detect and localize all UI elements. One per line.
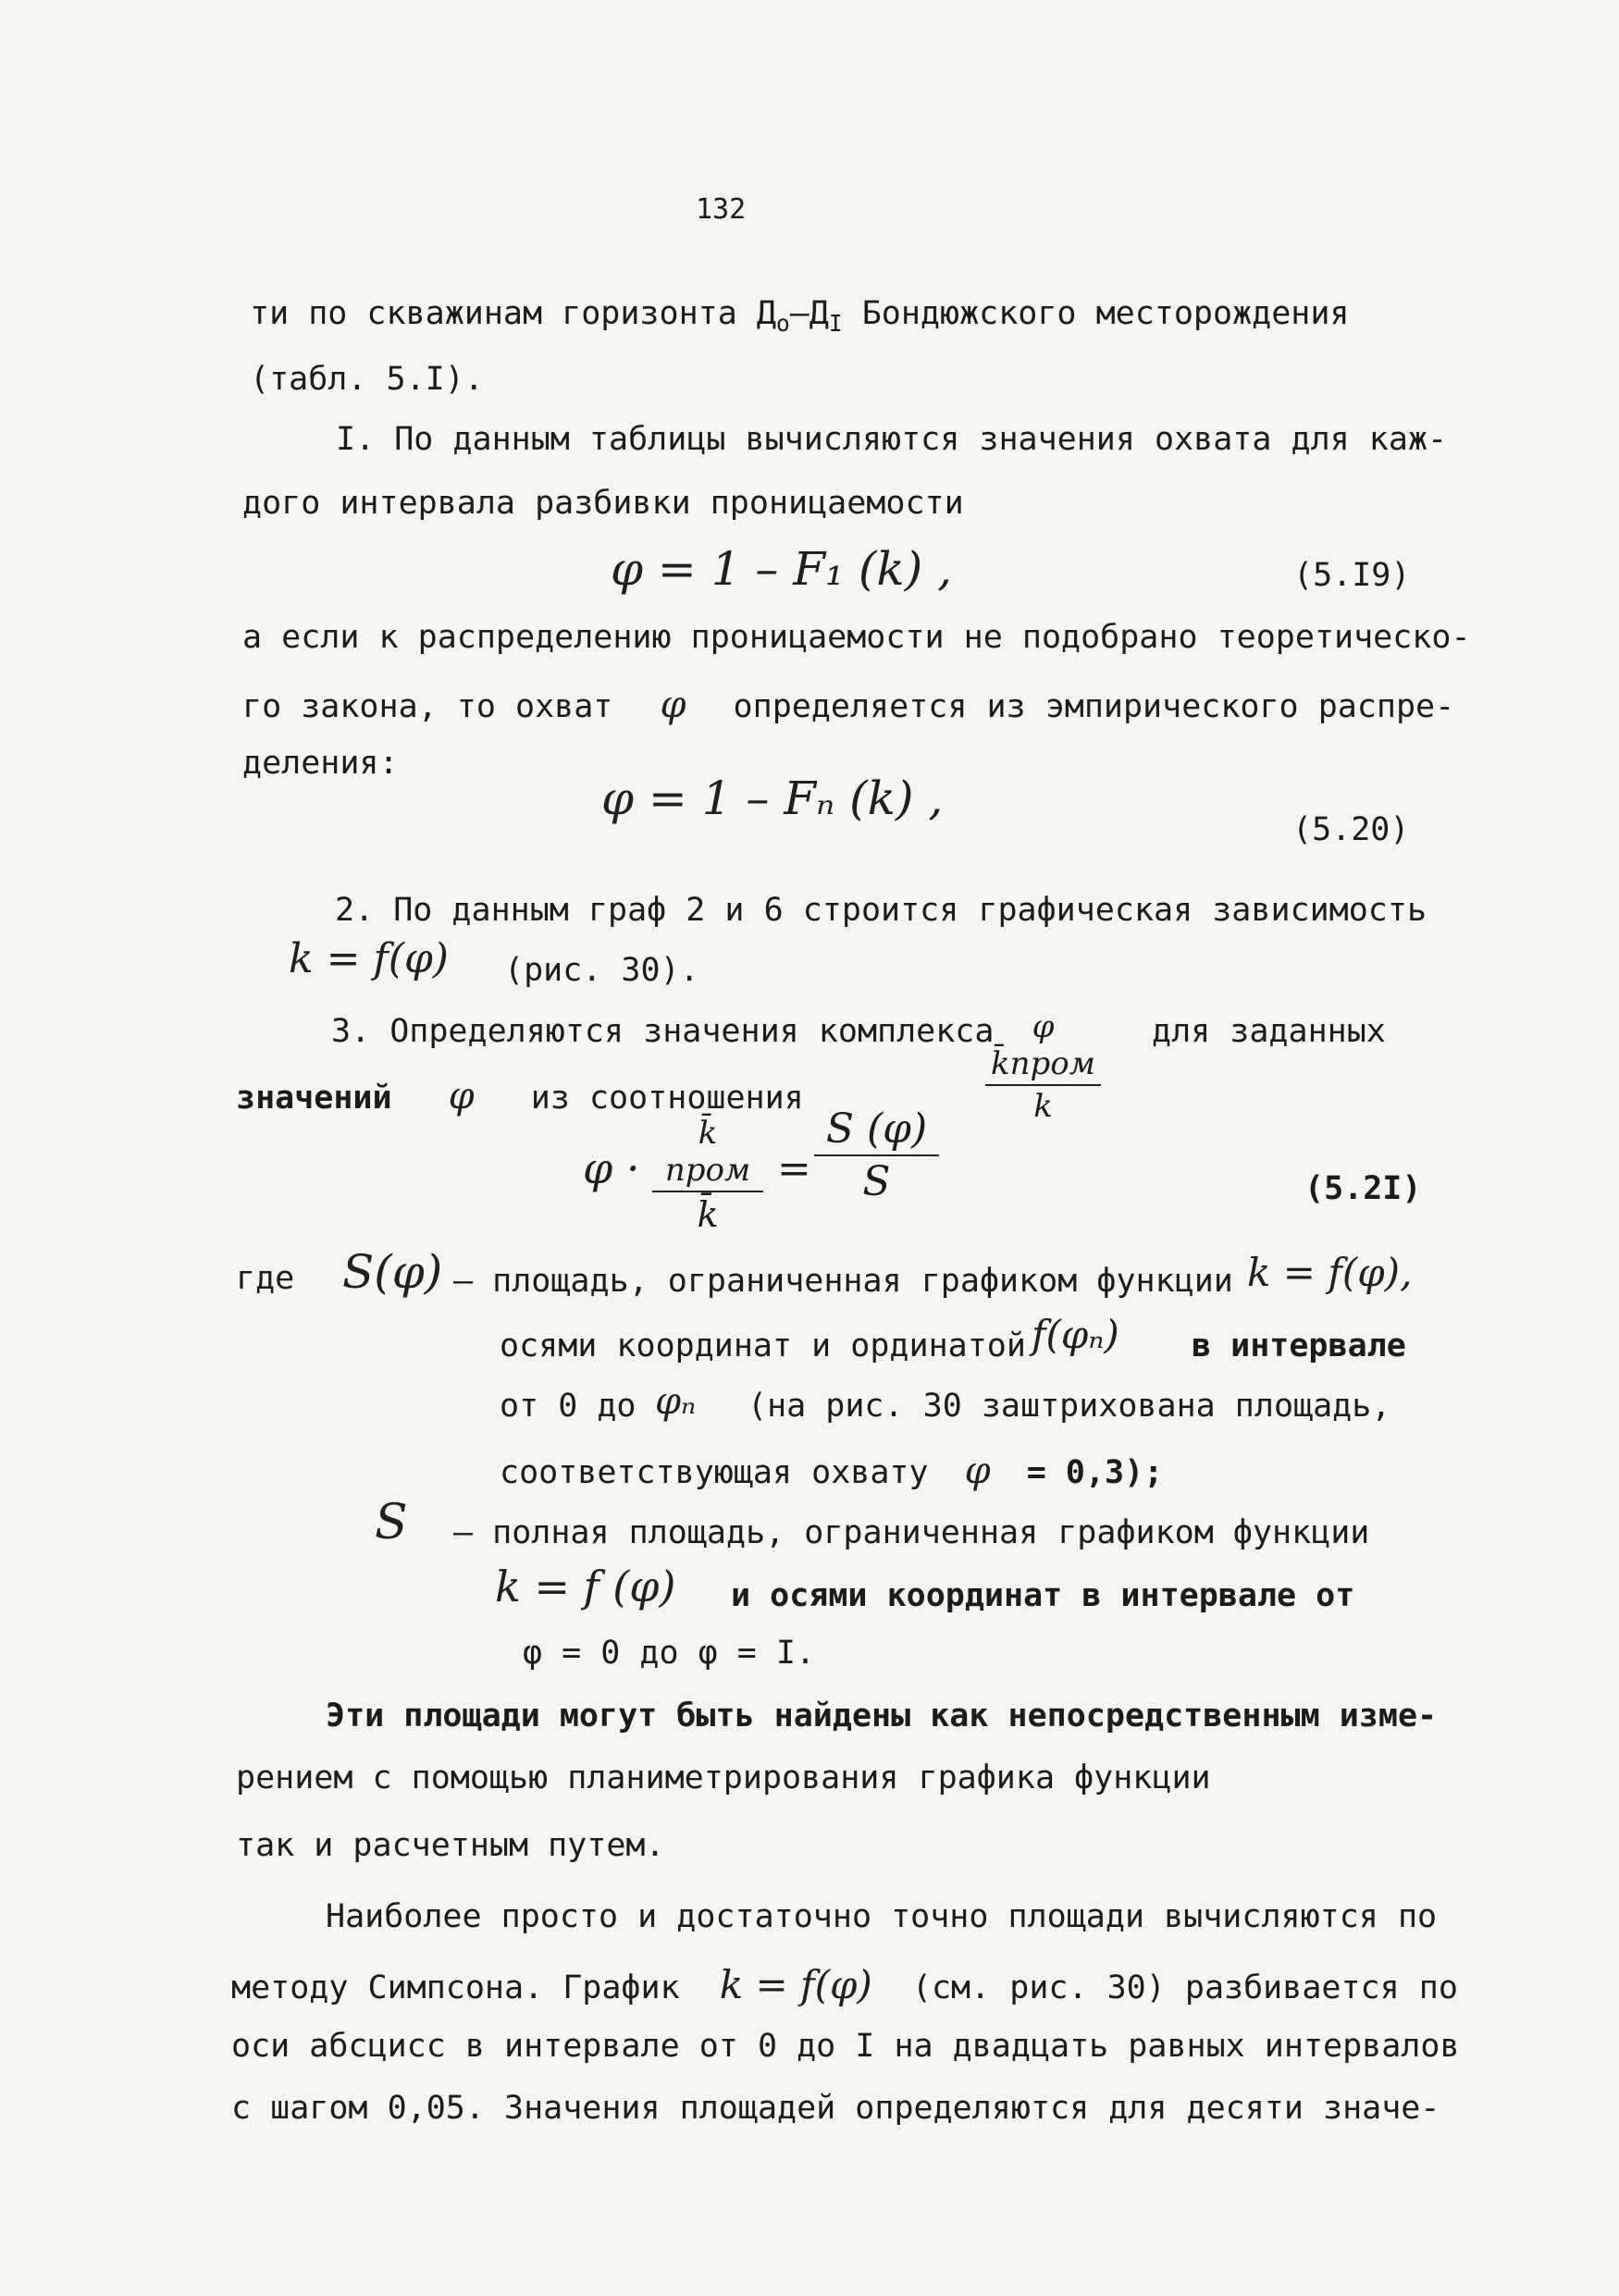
text-line: и осями координат в интервале от — [731, 1577, 1355, 1614]
equation-number: (5.I9) — [1293, 557, 1411, 594]
equation-5-20: φ = 1 – Fₙ (k) , — [601, 772, 944, 825]
fraction-rhs — [814, 1105, 939, 1205]
fraction-numerator: k̄ пром — [664, 1115, 751, 1189]
fraction-bar — [985, 1084, 1101, 1086]
formula-k-f-phi: k = f(φ) — [289, 935, 449, 982]
formula-phi-n: φₙ — [655, 1380, 697, 1423]
text-fragment: определяется из эмпирического распре- — [733, 688, 1455, 725]
fraction-denominator: S — [862, 1158, 891, 1205]
page-number: 132 — [696, 193, 747, 226]
fraction-numerator: φ k̄пром — [991, 1008, 1095, 1082]
text-line: – полная площадь, ограниченная графиком функции — [453, 1514, 1370, 1551]
text-fragment: методу Симпсона. График — [231, 1969, 680, 2006]
formula-k-f-phi: k = f(φ), — [1247, 1250, 1413, 1295]
text-line: а если к распределению проницаемости не подобрано теоретическо- — [242, 619, 1471, 656]
equation-number: (5.2I) — [1304, 1170, 1422, 1207]
where-label: где — [236, 1260, 295, 1297]
text-line: с шагом 0,05. Значения площадей определяются для десяти значе- — [231, 2090, 1440, 2127]
symbol-s: S — [375, 1495, 408, 1550]
text-line: 2. По данным граф 2 и 6 строится графическая зависимость — [335, 892, 1427, 929]
text-line: (табл. 5.I). — [250, 361, 484, 398]
fraction-bar — [814, 1154, 939, 1156]
text-line: осями координат и ординатой — [500, 1327, 1026, 1364]
text-line: (на рис. 30 заштрихована площадь, — [748, 1388, 1391, 1425]
text-line: от 0 до — [500, 1388, 636, 1425]
subscript: о — [775, 310, 790, 337]
symbol-s-phi: S(φ) — [342, 1245, 443, 1299]
formula-k-f-phi: k = f(φ) — [719, 1962, 872, 2007]
phi-symbol: φ — [448, 1075, 475, 1117]
text-fragment: значений — [236, 1080, 392, 1117]
equation-5-19: φ = 1 – F₁ (k) , — [611, 542, 953, 596]
fraction-numerator: S (φ) — [825, 1105, 928, 1153]
phi-symbol: φ — [964, 1450, 991, 1492]
text-line: дого интервала разбивки проницаемости — [242, 485, 964, 522]
fraction-bar — [652, 1191, 763, 1192]
text-fragment: соответствующая охвату — [500, 1454, 929, 1491]
text-line: рением с помощью планиметрирования графика функции — [236, 1759, 1211, 1796]
text-line: так и расчетным путем. — [236, 1827, 665, 1864]
text-line: – площадь, ограниченная графиком функции — [453, 1263, 1233, 1300]
text-line: деления: — [242, 745, 399, 782]
text-line: φ = 0 до φ = I. — [523, 1635, 816, 1672]
formula-f-phi-n: f(φₙ) — [1032, 1312, 1119, 1357]
formula-k-f-phi: k = f (φ) — [495, 1562, 676, 1611]
text-fragment: из соотношения — [530, 1080, 804, 1117]
text-line: Эти площади могут быть найдены как непосредственным изме- — [326, 1697, 1438, 1734]
text-fragment: (см. рис. 30) разбивается по — [911, 1969, 1458, 2006]
text-fragment: Бондюжского месторождения — [842, 295, 1350, 332]
text-line — [250, 295, 1350, 337]
text-line: 3. Определяются значения комплекса — [331, 1013, 995, 1050]
text-fragment: го закона, то охват — [242, 688, 613, 725]
complex-fraction — [985, 1008, 1101, 1125]
fraction-lhs — [652, 1115, 763, 1235]
equation-number: (5.20) — [1292, 811, 1410, 848]
text-line: оси абсцисс в интервале от 0 до I на двадцать равных интервалов — [231, 2028, 1460, 2065]
text-line: Наиболее просто и достаточно точно площади вычисляются по — [326, 1898, 1438, 1935]
figure-reference: (рис. 30). — [504, 952, 699, 989]
fraction-denominator: k̄ — [697, 1194, 719, 1235]
fraction-denominator: k — [1033, 1088, 1053, 1125]
text-line: для заданных — [1152, 1013, 1386, 1050]
text-line — [500, 1450, 1164, 1492]
text-line: I. По данным таблицы вычисляются значения охвата для каж- — [336, 421, 1448, 458]
subscript: I — [828, 310, 843, 337]
text-fragment: ти по скважинам горизонта Д — [250, 295, 776, 332]
equation-lhs-prefix: φ · — [583, 1143, 640, 1193]
text-fragment: = 0,3); — [1026, 1454, 1164, 1491]
text-fragment: –Д — [789, 295, 829, 332]
text-line — [231, 1962, 1458, 2007]
phi-symbol: φ — [660, 684, 686, 726]
text-line — [242, 684, 1455, 726]
text-line: в интервале — [1192, 1327, 1406, 1364]
equals-sign: = — [777, 1145, 811, 1192]
text-line — [236, 1075, 804, 1117]
